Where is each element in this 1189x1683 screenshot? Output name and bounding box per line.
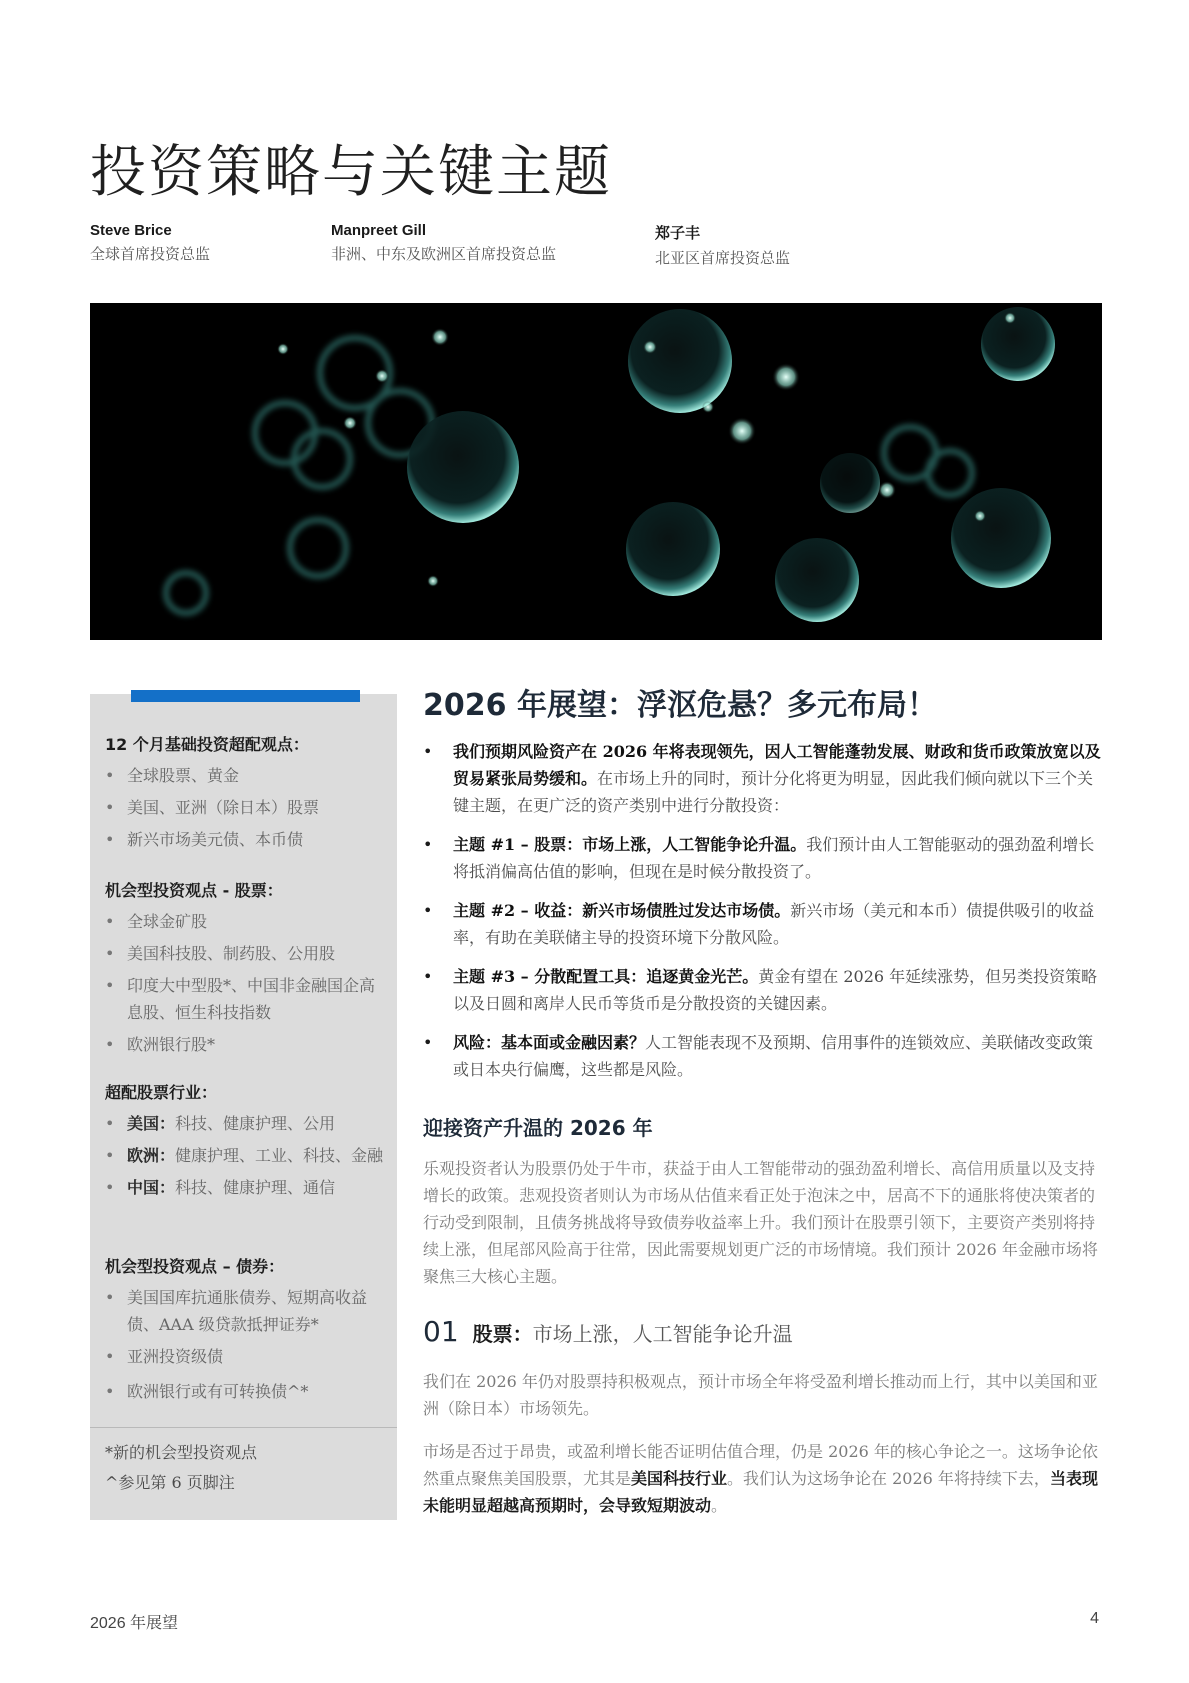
region-sectors: 健康护理、工业、科技、金融: [175, 1146, 384, 1165]
hero-image: [90, 303, 1102, 640]
sidebar-heading: 超配股票行业：: [105, 1083, 218, 1102]
author-name: Manpreet Gill: [331, 222, 427, 239]
emphasis: 当表现未能明显超越高预期时，会导致短期波动: [423, 1469, 1098, 1515]
author-2: [331, 222, 556, 264]
list-item: [423, 738, 1103, 819]
bullet-text: 黄金有望在 2026 年延续涨势，但另类投资策略以及日圆和离岸人民币等货币是分散投资的关键因素。: [453, 967, 1098, 1013]
list-item: [423, 1029, 1103, 1083]
page-title: 投资策略与关键主题: [90, 140, 612, 205]
bullet-lead: 主题 #2 – 收益：新兴市场债胜过发达市场债。: [453, 901, 791, 920]
list-item: • 美国、亚洲（除日本）股票: [105, 794, 390, 821]
bubbles-image: [90, 303, 1102, 640]
author-1: [90, 222, 210, 264]
sidebar-panel: [90, 694, 397, 1520]
list-item: [105, 1174, 390, 1201]
text-run: 。我们认为这场争论在 2026 年将持续下去，: [727, 1469, 1050, 1488]
theme-number: 01: [423, 1315, 459, 1348]
list-item: [423, 963, 1103, 1017]
author-role: 非洲、中东及欧洲区首席投资总监: [331, 245, 557, 263]
author-role: 北亚区首席投资总监: [655, 249, 791, 267]
theme-paragraph: [423, 1438, 1103, 1519]
bullet-text: 我们预计由人工智能驱动的强劲盈利增长将抵消偏高估值的影响，但现在是时候分散投资了。: [453, 835, 1095, 881]
key-points-list: [423, 738, 1103, 1095]
theme-label: 股票：: [472, 1322, 533, 1346]
page-number: 4: [1090, 1610, 1099, 1627]
region-sectors: 科技、健康护理、公用: [175, 1114, 336, 1133]
theme-subtitle: 市场上涨，人工智能争论升温: [532, 1322, 793, 1346]
list-item: • 美国国库抗通胀债券、短期高收益债、AAA 级贷款抵押证券*: [105, 1284, 390, 1338]
region-label: 中国：: [127, 1178, 176, 1197]
main-title: 2026 年展望：浮沤危悬？多元布局！: [423, 688, 937, 723]
footer-title: 2026 年展望: [90, 1615, 179, 1632]
theme-heading: [423, 1315, 793, 1348]
region-label: 欧洲：: [127, 1146, 176, 1165]
region-sectors: 科技、健康护理、通信: [175, 1178, 336, 1197]
region-label: 美国：: [127, 1114, 176, 1133]
bullet-lead: 主题 #1 – 股票：市场上涨，人工智能争论升温。: [453, 835, 807, 854]
sidebar-list: [105, 1284, 390, 1410]
list-item: • 美国科技股、制药股、公用股: [105, 940, 390, 967]
list-item: [423, 897, 1103, 951]
sidebar-list: [105, 908, 390, 1063]
author-3: [655, 222, 790, 268]
bullet-lead: 风险：基本面或金融因素？: [453, 1033, 646, 1052]
author-role: 全球首席投资总监: [90, 245, 211, 263]
text-run: 市场是否过于昂贵，或盈利增长能否证明估值合理，仍是 2026 年的核心争论之一。这场争论依然重点聚焦美国股票，尤其是: [423, 1442, 1098, 1488]
footnote: *新的机会型投资观点: [105, 1443, 258, 1462]
list-item: • 印度大中型股*、中国非金融国企高息股、恒生科技指数: [105, 972, 390, 1026]
footnote: ^参见第 6 页脚注: [105, 1473, 235, 1492]
bullet-lead: 主题 #3 – 分散配置工具：追逐黄金光芒。: [453, 967, 759, 986]
author-name: Steve Brice: [90, 222, 172, 239]
sidebar-heading: 机会型投资观点 - 股票：: [105, 881, 283, 900]
list-item: • 欧洲银行股*: [105, 1031, 390, 1058]
sidebar-heading: 机会型投资观点 – 债券：: [105, 1257, 285, 1276]
list-item: • 全球股票、黄金: [105, 762, 390, 789]
list-item: • 欧洲银行或有可转换债^*: [105, 1378, 390, 1405]
sidebar-heading: 12 个月基础投资超配观点：: [105, 735, 309, 754]
list-item: [105, 1110, 390, 1137]
list-item: • 全球金矿股: [105, 908, 390, 935]
author-name: 郑子丰: [655, 225, 701, 242]
list-item: • 新兴市场美元债、本币债: [105, 826, 390, 853]
list-item: • 亚洲投资级债: [105, 1343, 390, 1370]
text-run: 。: [711, 1496, 728, 1515]
bullet-text: 新兴市场（美元和本币）债提供吸引的收益率，有助在美联储主导的投资环境下分散风险。: [453, 901, 1095, 947]
bullet-lead: 我们预期风险资产在 2026 年将表现领先，因人工智能蓬勃发展、财政和货币政策放宽以及贸易紧张局势缓和。: [453, 742, 1101, 788]
sidebar-accent-bar: [131, 690, 360, 702]
bullet-text: 在市场上升的同时，预计分化将更为明显，因此我们倾向就以下三个关键主题，在更广泛的资产类别中进行分散投资：: [453, 769, 1094, 815]
section-paragraph: 乐观投资者认为股票仍处于牛市，获益于由人工智能带动的强劲盈利增长、高信用质量以及支持增长的政策。悲观投资者则认为市场从估值来看正处于泡沫之中，居高不下的通胀将使决策者的行动受到限制，且债务挑战将导致债券收益率上升。我们预计在股票引领下，主要资产类别将持续上涨，但尾部风险高于往常，因此需要规划更广泛的市场情境。我们预计 2026 年金融市场将聚焦三大核心主题。: [423, 1159, 1098, 1286]
bullet-text: 人工智能表现不及预期、信用事件的连锁效应、美联储改变政策或日本央行偏鹰，这些都是风险。: [453, 1033, 1094, 1079]
section-title: 迎接资产升温的 2026 年: [423, 1116, 653, 1140]
emphasis: 美国科技行业: [631, 1469, 728, 1488]
list-item: [423, 831, 1103, 885]
theme-paragraph: 我们在 2026 年仍对股票持积极观点，预计市场全年将受盈利增长推动而上行，其中以美国和亚洲（除日本）市场领先。: [423, 1372, 1098, 1418]
list-item: [105, 1142, 390, 1169]
divider: [90, 1427, 397, 1428]
sidebar-list: [105, 762, 390, 858]
sidebar-list: [105, 1110, 390, 1206]
